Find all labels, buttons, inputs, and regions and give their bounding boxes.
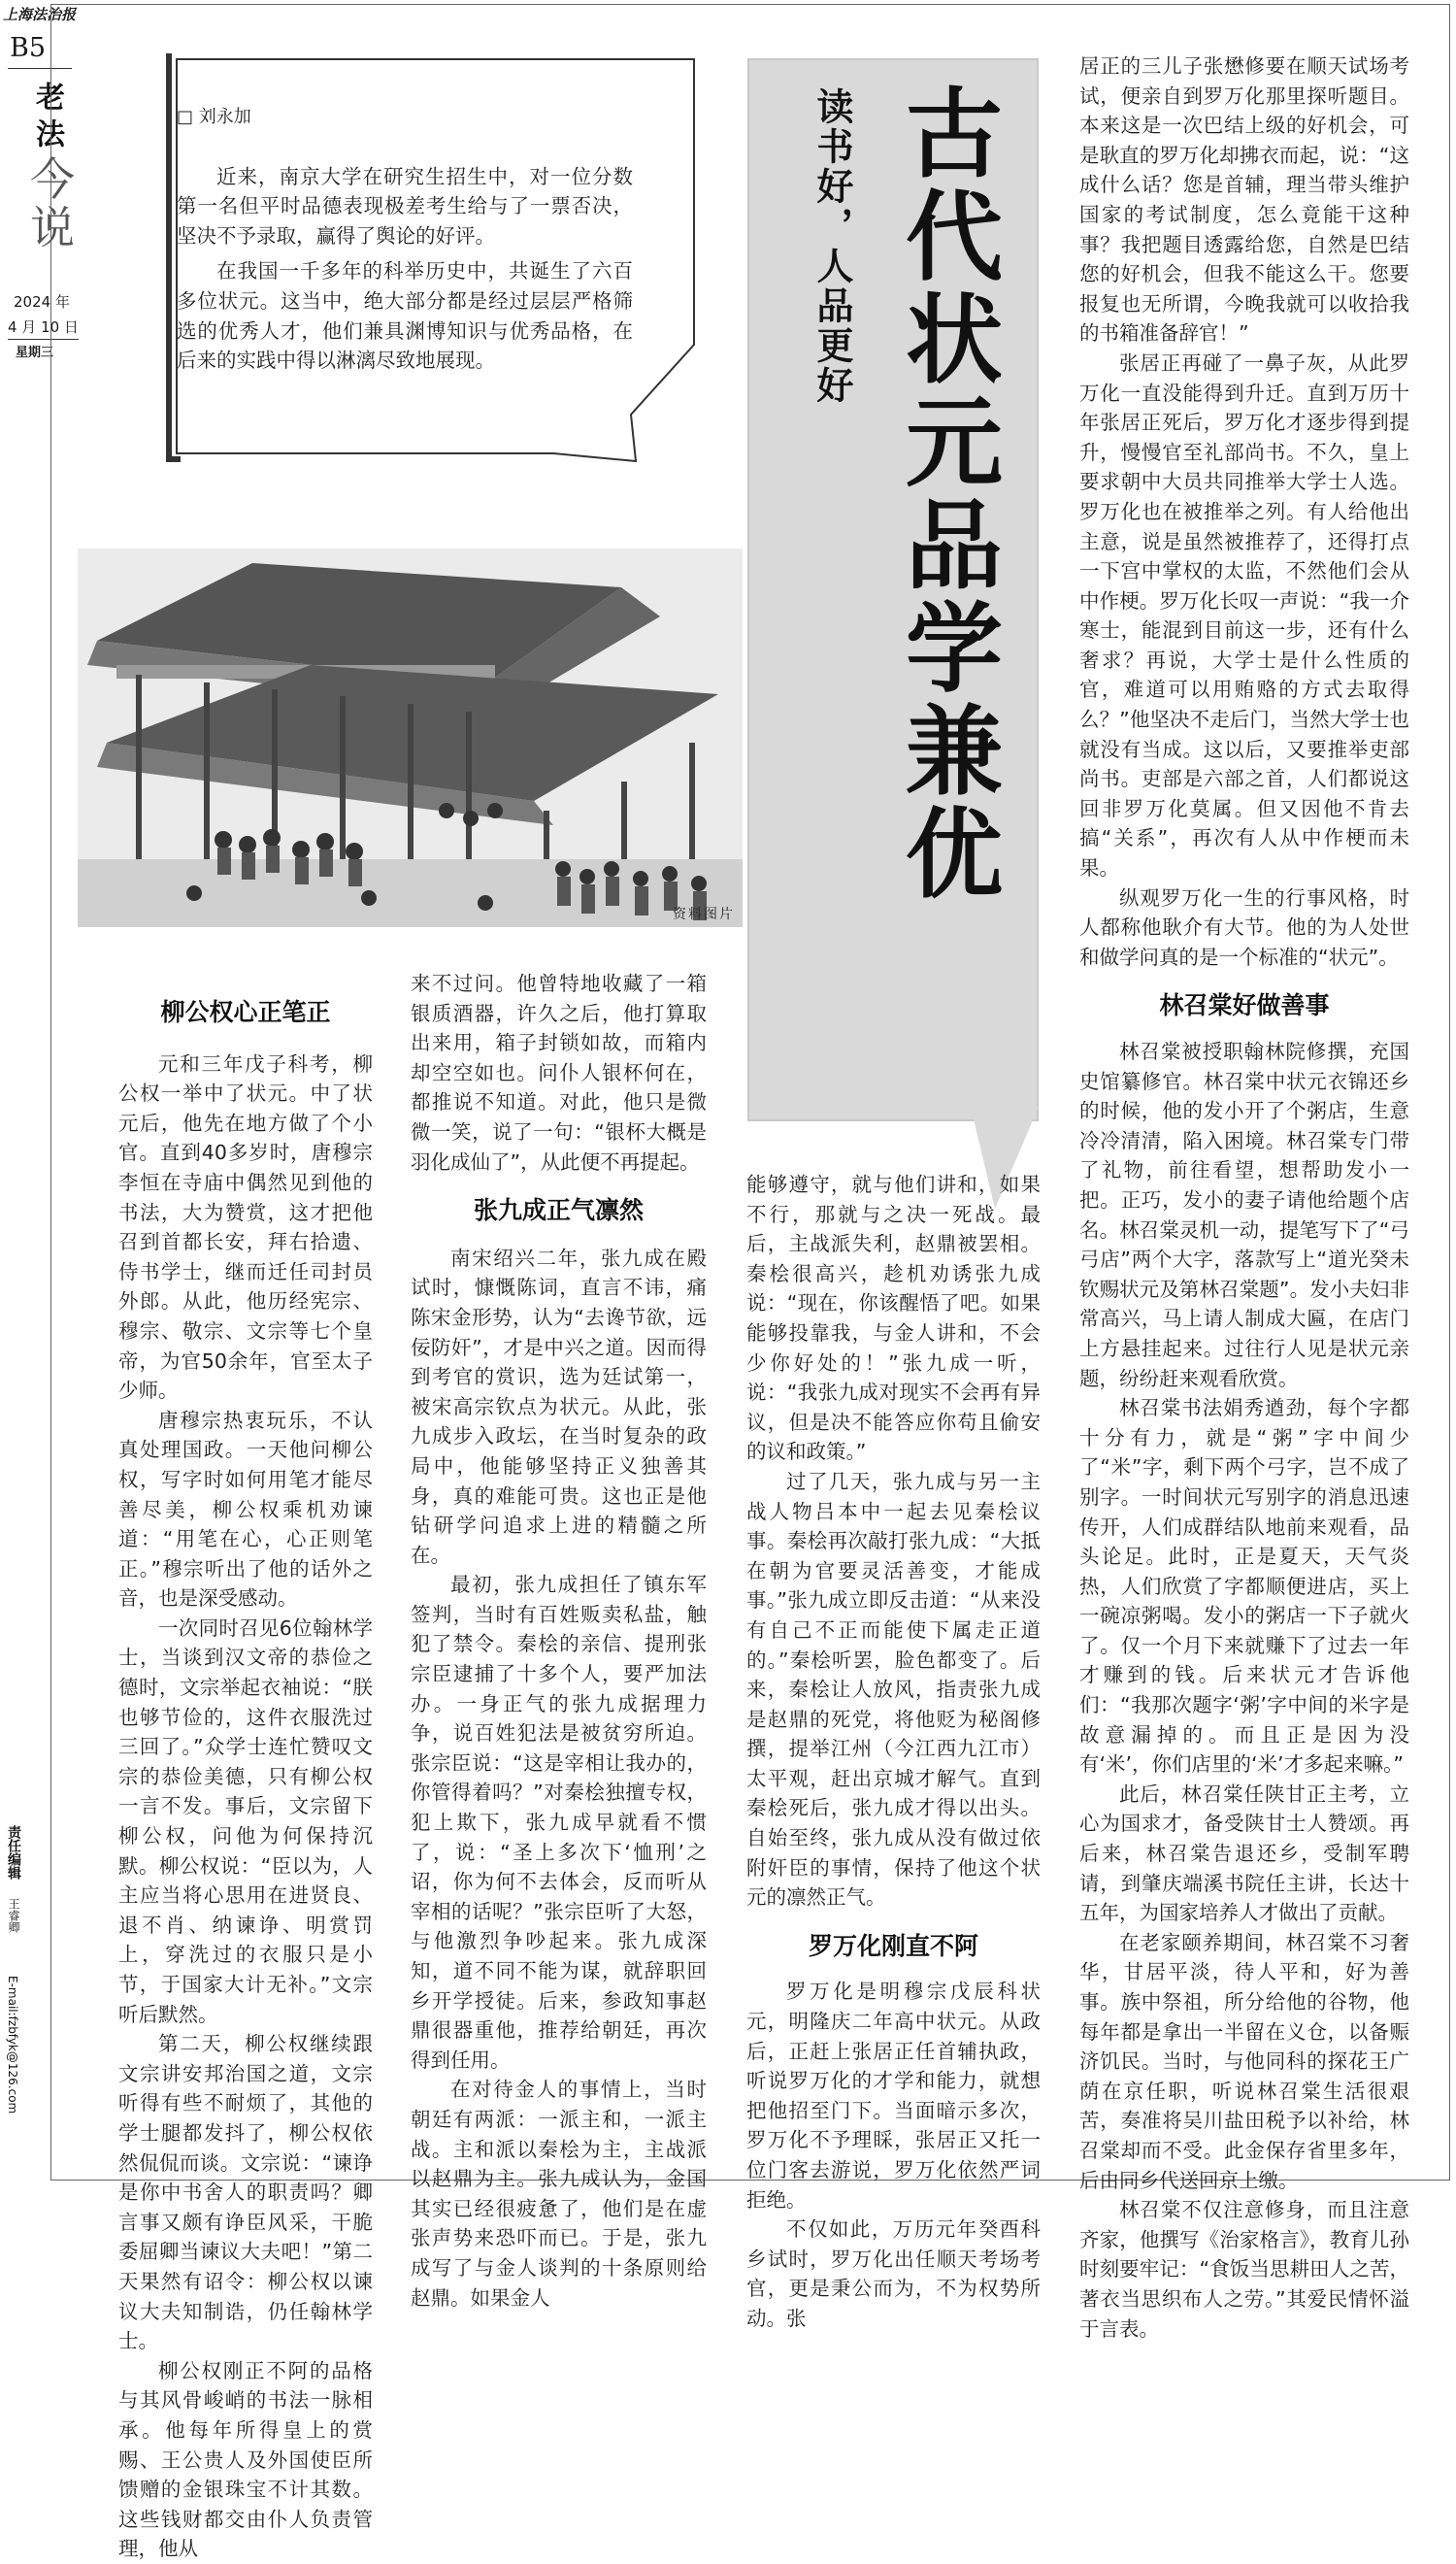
issue-weekday: 星期三	[16, 346, 54, 360]
column-4	[1079, 51, 1409, 2344]
body-paragraph: 纵观罗万化一生的行事风格，时人都称他耿介有大节。他的为人处世和做学问真的是一个标准的“状元”。	[1079, 885, 1409, 969]
editor-label: 责任编辑	[6, 1825, 21, 1880]
body-paragraph: 唐穆宗热衷玩乐，不认真处理国政。一天他问柳公权，写字时如何用笔才能尽善尽美，柳公权乘机劝谏道：“用笔在心，心正则笔正。”穆宗听出了他的话外之音，也是深受感动。	[118, 1408, 373, 1611]
intro-text	[177, 103, 633, 376]
column-1	[118, 998, 373, 2564]
image-caption: 资料图片	[673, 907, 735, 922]
body-paragraph: 居正的三儿子张懋修要在顺天试场考试，便亲自到罗万化那里探听题目。本来这是一次巴结上级的好机会，可是耿直的罗万化却拂衣而起，说：“这成什么话？您是首辅，理当带头维护国家的考试制度，怎么竟能干这种事？我把题目透露给您，自然是巴结您的好机会，但我不能这么干。您要报复也无所谓，今晚我就可以收拾我的书箱准备辞官！”	[1079, 54, 1409, 346]
editor-email: E-mail:fzbfyk@126.com	[6, 1976, 19, 2114]
body-paragraph: 张居正再碰了一鼻子灰，从此罗万化一直没能得到升迁。直到万历十年张居正死后，罗万化才逐步得到提升，慢慢官至礼部尚书。不久，皇上要求朝中大员共同推举大学士人选。罗万化也在被推举之列。有人给他出主意，说是虽然被推荐了，还得打点一下宫中掌权的太监，不然他们会从中作梗。罗万化长叹一声说：“我一介寒士，能混到目前这一步，还有什么奢求？再说，大学士是什么性质的官，难道可以用贿赂的方式去取得么？”他坚决不走后门，当然大学士也就没有当成。这以后，又要推举吏部尚书。吏部是六部之首，人们都说这回非罗万化莫属。但又因他不肯去搞“关系”，再次有人从中作梗而未果。	[1079, 350, 1409, 881]
author-byline: □ 刘永加	[177, 107, 251, 127]
intro-paragraph: 在我国一千多年的科举历史中，共诞生了六百多位状元。这当中，绝大部分都是经过层层严格筛选的优秀人才，他们兼具渊博知识与优秀品格，在后来的实践中得以淋漓尽致地展现。	[177, 259, 633, 373]
body-paragraph: 来不过问。他曾特地收藏了一箱银质酒器，许久之后，他打算取出来用，箱子封锁如故，而箱内却空空如也。问仆人银杯何在，都推说不知道。对此，他只是微微一笑，说了一句：“银杯大概是羽化成仙了”，从此便不再提起。	[411, 972, 707, 1174]
column-name-bottom: 今说	[23, 155, 76, 252]
body-paragraph: 林召棠书法娟秀遒劲，每个字都十分有力，就是“粥”字中间少了“米”字，剩下两个弓字，岂不成了别字。一时间状元写别字的消息迅速传开，人们成群结队地前来观看，品头论足。此时，正是夏天，天气炎热，人们欣赏了字都顺便进店，买上一碗凉粥喝。发小的粥店一下子就火了。仅一个月下来就赚下了过去一年才赚到的钱。后来状元才告诉他们：“我那次题字‘粥’字中间的米字是故意漏掉的。而且正是因为没有‘米’，你们店里的‘米’才多起来嘛。”	[1079, 1396, 1409, 1777]
body-paragraph: 此后，林召棠任陕甘正主考，立心为国求才，备受陕甘士人赞颂。再后来，林召棠告退还乡，受制军聘请，到肇庆端溪书院任主讲，长达十五年，为国家培养人才做出了贡献。	[1079, 1781, 1409, 1925]
palace-scene-image	[78, 549, 743, 927]
article-title: 古代状元品学兼优	[889, 83, 1004, 906]
body-paragraph: 南宋绍兴二年，张九成在殿试时，慷慨陈词，直言不讳，痛陈宋金形势，认为“去谗节欲，远佞防奸”，才是中兴之道。因而得到考官的赏识，选为廷试第一，被宋高宗钦点为状元。从此，张九成步入政坛，在当时复杂的政局中，他能够坚持正义独善其身，真的难能可贵。这也正是他钻研学问追求上进的精髓之所在。	[411, 1246, 707, 1567]
body-paragraph: 林召棠不仅注意修身，而且注意齐家，他撰写《治家格言》，教育儿孙时刻要牢记：“食饭当思耕田人之苦，著衣当思织布人之劳。”其爱民情怀溢于言表。	[1079, 2198, 1409, 2341]
issue-date: 4 月 10 日	[8, 316, 79, 340]
page-number: B5	[10, 33, 47, 63]
editor-name: 王睿卿	[7, 1898, 20, 1933]
body-paragraph: 元和三年戊子科考，柳公权一举中了状元。中了状元后，他先在地方做了个小官。直到40多岁时，唐穆宗李恒在寺庙中偶然见到他的书法，大为赞赏，这才把他召到首都长安，拜右拾遗、侍书学士，继而迁任司封员外郎。从此，他历经宪宗、穆宗、敬宗、文宗等七个皇帝，为官50余年，官至太子少师。	[118, 1051, 373, 1403]
section-heading-liu: 柳公权心正笔正	[160, 998, 331, 1026]
body-paragraph: 不仅如此，万历元年癸酉科乡试时，罗万化出任顺天考场考官，更是秉公而为，不为权势所动。张	[746, 2217, 1041, 2330]
column-3	[746, 1170, 1041, 2334]
body-paragraph: 罗万化是明穆宗戊辰科状元，明隆庆二年高中状元。从政后，正赶上张居正任首辅执政，听说罗万化的才学和能力，就想把他招至门下。当面暗示多次，罗万化不予理睬，张居正又托一位门客去游说，罗万化依然严词拒绝。	[746, 1980, 1041, 2212]
intro-paragraph: 近来，南京大学在研究生招生中，对一位分数第一名但平时品德表现极差考生给与了一票否决，坚决不予录取，赢得了舆论的好评。	[177, 164, 633, 248]
body-paragraph: 能够遵守，就与他们讲和，如果不行，那就与之决一死战。最后，主战派失利，赵鼎被罢相。秦桧很高兴，趁机劝诱张九成说：“现在，你该醒悟了吧。如果能够投靠我，与金人讲和，不会少你好处的！”张九成一听，说：“我张九成对现实不会再有异议，但是决不能答应你苟且偷安的议和政策。”	[746, 1173, 1041, 1464]
section-heading-luo: 罗万化刚直不阿	[808, 1931, 978, 1960]
column-name-top: 老法	[30, 82, 64, 155]
section-heading-lin: 林召棠好做善事	[1159, 991, 1330, 1020]
issue-year: 2024 年	[14, 293, 70, 311]
article-subtitle: 读书好，人品更好	[811, 87, 854, 406]
body-paragraph: 在老家颐养期间，林召棠不习奢华，甘居平淡，待人平和，好为善事。族中祭祖，所分给他的谷物，他每年都是拿出一半留在义仓，以备赈济饥民。当时，与他同科的探花王广荫在京任职，听说林召棠生活很艰苦，奏准将吴川盐田税予以补给，林召棠却而不受。此金保存省里多年，后由同乡代送回京上缴。	[1079, 1930, 1409, 2192]
body-paragraph: 最初，张九成担任了镇东军签判，当时有百姓贩卖私盐，触犯了禁令。秦桧的亲信、提刑张宗臣逮捕了十多个人，要严加法办。一身正气的张九成据理力争，说百姓犯法是被贫穷所迫。张宗臣说：“这是宰相让我办的，你管得着吗？”对秦桧独擅专权，犯上欺下，张九成早就看不惯了，说：“圣上多次下‘恤刑’之诏，你为何不去体会，反而听从宰相的话呢？”张宗臣听了大怒，与他激烈争吵起来。张九成深知，道不同不能为谋，就辞职回乡开学授徒。后来，参政知事赵鼎很器重他，推荐给朝廷，再次得到任用。	[411, 1573, 707, 2072]
body-paragraph: 第二天，柳公权继续跟文宗讲安邦治国之道，文宗听得有些不耐烦了，其他的学士腿都发抖了，柳公权依然侃侃而谈。文宗说：“谏诤是你中书舍人的职责吗？卿言事又颇有诤臣风采，干脆委屈卿当谏议大夫吧！”第二天果然有诏令：柳公权以谏议大夫知制诰，仍任翰林学士。	[118, 2032, 373, 2353]
body-paragraph: 过了几天，张九成与另一主战人物吕本中一起去见秦桧议事。秦桧再次敲打张九成：“大抵在朝为官要灵活善变，才能成事。”张九成立即反击道：“从来没有自己不正而能使下属走正道的。”秦桧听罢，脸色都变了。后来，秦桧让人放风，指责张九成是赵鼎的死党，将他贬为秘阁修撰，提举江州（今江西九江市）太平观，赶出京城才解气。直到秦桧死后，张九成才得以出头。自始至终，张九成从没有做过依附奸臣的事情，保持了他这个状元的凛然正气。	[746, 1469, 1041, 1910]
historical-illustration	[78, 549, 743, 927]
body-paragraph: 一次同时召见6位翰林学士，当谈到汉文帝的恭俭之德时，文宗举起衣袖说：“朕也够节俭的，这件衣服洗过三回了。”众学士连忙赞叹文宗的恭俭美德，只有柳公权一言不发。事后，文宗留下柳公权，问他为何保持沉默。柳公权说：“臣以为，人主应当将心思用在进贤良、退不肖、纳谏诤、明赏罚上，穿洗过的衣服只是小节，于国家大计无补。”文宗听后默然。	[118, 1615, 373, 2026]
body-paragraph: 在对待金人的事情上，当时朝廷有两派：一派主和，一派主战。主和派以秦桧为主，主战派以赵鼎为主。张九成认为，金国其实已经很疲惫了，他们是在虚张声势来恐吓而已。于是，张九成写了与金人谈判的十条原则给赵鼎。如果金人	[411, 2078, 707, 2310]
column-2	[411, 969, 707, 2313]
body-paragraph: 林召棠被授职翰林院修撰，充国史馆纂修官。林召棠中状元衣锦还乡的时候，他的发小开了个粥店，生意冷冷清清，陷入困境。林召棠专门带了礼物，前往看望，想帮助发小一把。正巧，发小的妻子请他给题个店名。林召棠灵机一动，提笔写下了“弓弓店”两个大字，落款写上“道光癸未钦赐状元及第林召棠题”。发小夫妇非常高兴，马上请人制成大匾，在店门上方悬挂起来。过往行人见是状元亲题，纷纷赶来观看欣赏。	[1079, 1040, 1409, 1390]
section-heading-zhang: 张九成正气凛然	[473, 1196, 644, 1225]
paper-logo: 上海法治报	[3, 6, 77, 23]
body-paragraph: 柳公权刚正不阿的品格与其风骨峻峭的书法一脉相承。他每年所得皇上的赏赐、王公贵人及外国使臣所馈赠的金银珠宝不计其数。这些钱财都交由仆人负责管理，他从	[118, 2358, 373, 2561]
